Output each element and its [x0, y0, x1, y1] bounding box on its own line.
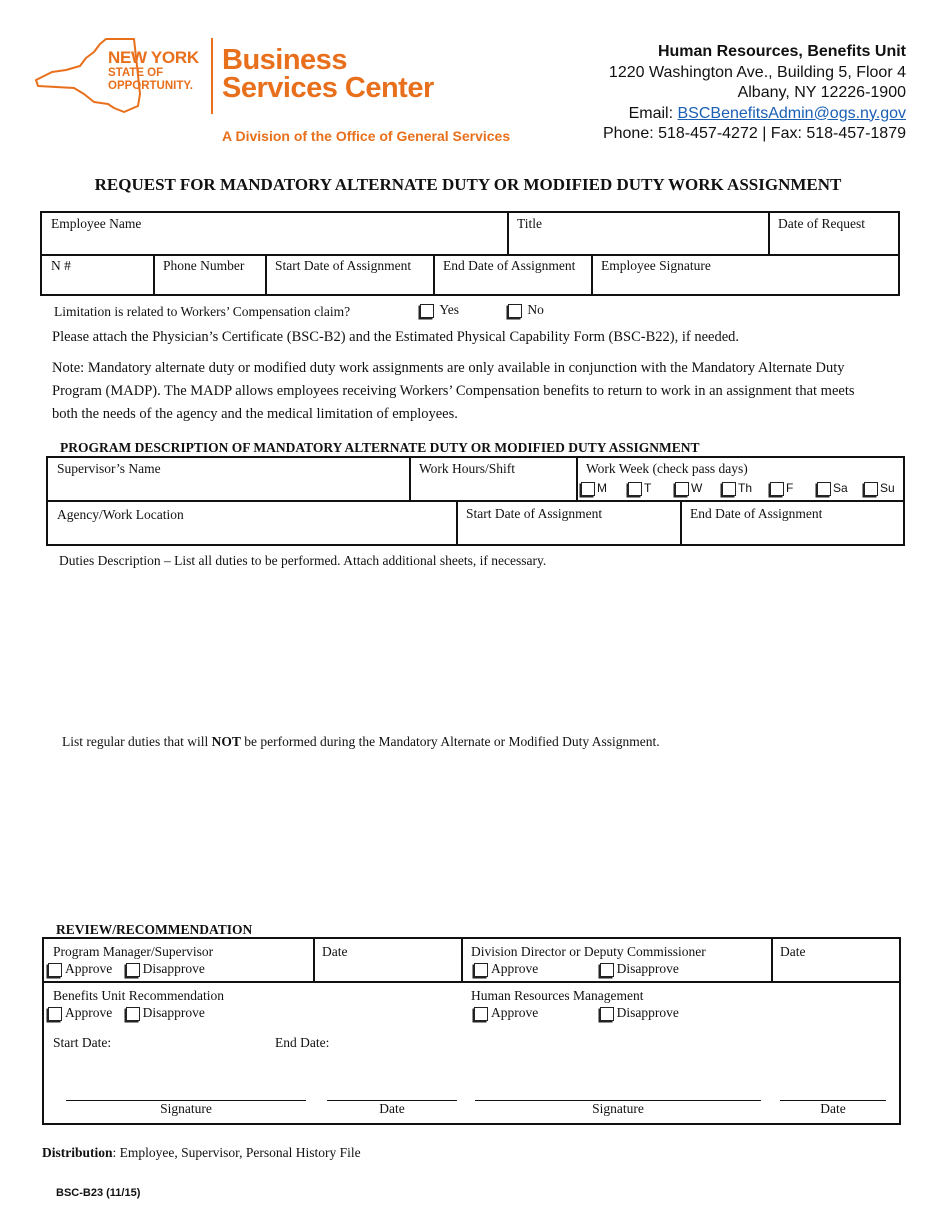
emp-end-date-field[interactable] [434, 255, 591, 295]
day-f-label: F [786, 481, 794, 495]
bu-approve-options [48, 1005, 205, 1021]
emp-start-date-field[interactable] [266, 255, 433, 295]
title-label: Title [517, 216, 543, 231]
day-t-checkbox[interactable] [628, 482, 642, 496]
review-heading: REVIEW/RECOMMENDATION [56, 922, 253, 937]
date-caption-2: Date [820, 1101, 846, 1116]
day-sa[interactable] [817, 481, 848, 496]
dd-approve-label: Approve [491, 961, 539, 976]
distribution-label: Distribution [42, 1145, 113, 1160]
day-t[interactable] [628, 481, 651, 496]
n-number-label: N # [51, 258, 71, 273]
day-t-label: T [644, 481, 652, 495]
phone-number-field[interactable] [154, 255, 265, 295]
madp-note-line2: Program (MADP). The MADP allows employees receiving Workers’ Compensation benefits to return to work in an assignment that meets [52, 383, 855, 399]
hr-management-label: Human Resources Management [471, 988, 644, 1003]
agency-location-label: Agency/Work Location [57, 507, 184, 522]
bu-approve-checkbox[interactable] [48, 1007, 62, 1021]
regular-duties-label [62, 734, 660, 750]
employee-info-box [40, 211, 900, 296]
review-end-date-field[interactable] [275, 1035, 329, 1051]
dd-disapprove-label: Disapprove [616, 961, 679, 976]
signature-caption-2: Signature [592, 1101, 644, 1116]
day-m[interactable] [581, 481, 607, 496]
division-director-label: Division Director or Deputy Commissioner [471, 944, 706, 959]
contact-block [603, 42, 906, 145]
regular-duties-after: be performed during the Mandatory Alternate or Modified Duty Assignment. [240, 734, 660, 749]
day-w-checkbox[interactable] [675, 482, 689, 496]
bu-disapprove-checkbox[interactable] [126, 1007, 140, 1021]
employee-signature-field[interactable] [592, 255, 898, 295]
email-label: Email: [628, 104, 678, 122]
division-tagline: A Division of the Office of General Services [222, 128, 511, 144]
day-sa-checkbox[interactable] [817, 482, 831, 496]
pm-approve-checkbox[interactable] [48, 963, 62, 977]
yes-label: Yes [439, 302, 460, 317]
dd-approve-checkbox[interactable] [474, 963, 488, 977]
emp-end-date-label: End Date of Assignment [443, 258, 576, 273]
day-f[interactable] [770, 481, 793, 496]
no-checkbox[interactable] [508, 304, 522, 318]
program-heading: PROGRAM DESCRIPTION OF MANDATORY ALTERNATE DUTY OR MODIFIED DUTY ASSIGNMENT [60, 440, 700, 455]
pm-approve-label: Approve [65, 961, 113, 976]
distribution-text: : Employee, Supervisor, Personal History File [112, 1145, 361, 1160]
day-m-checkbox[interactable] [581, 482, 595, 496]
regular-duties-not: NOT [211, 734, 241, 749]
pm-approve-options [48, 961, 205, 977]
day-w[interactable] [675, 481, 702, 496]
pm-date-label: Date [322, 944, 348, 959]
n-number-field[interactable] [42, 255, 153, 295]
day-th-checkbox[interactable] [722, 482, 736, 496]
madp-note-line3: both the needs of the agency and the medical limitation of employees. [52, 406, 458, 422]
distribution-line [42, 1145, 361, 1161]
employee-name-label: Employee Name [51, 216, 142, 231]
employee-signature-label: Employee Signature [601, 258, 711, 273]
review-start-date-field[interactable] [53, 1035, 111, 1051]
unit-name: Human Resources, Benefits Unit [657, 43, 906, 60]
bu-approve-label: Approve [65, 1005, 113, 1020]
email-link[interactable]: BSCBenefitsAdmin@ogs.ny.gov [677, 104, 906, 122]
bu-disapprove-label: Disapprove [142, 1005, 205, 1020]
hr-approve-label: Approve [491, 1005, 539, 1020]
hr-disapprove-checkbox[interactable] [600, 1007, 614, 1021]
phone-number-label: Phone Number [163, 258, 245, 273]
madp-note-line1: Note: Mandatory alternate duty or modified duty work assignments are only available in conjunction with the Mandatory Alternate Duty [52, 360, 845, 376]
attach-note: Please attach the Physician’s Certificate (BSC-B2) and the Estimated Physical Capability Form (BSC-B22), if needed. [52, 329, 740, 345]
supervisor-name-field[interactable] [48, 458, 409, 500]
program-manager-label: Program Manager/Supervisor [53, 944, 214, 959]
date-caption-1: Date [379, 1101, 405, 1116]
regular-duties-area[interactable] [62, 754, 902, 914]
agency-location-field[interactable] [48, 501, 456, 544]
day-sa-label: Sa [833, 481, 848, 495]
signature-caption-1: Signature [160, 1101, 212, 1116]
ny-logo-text [108, 48, 199, 93]
review-box [42, 937, 901, 1125]
pm-disapprove-checkbox[interactable] [126, 963, 140, 977]
prog-start-date-field[interactable] [457, 501, 680, 544]
form-code: BSC-B23 (11/15) [56, 1187, 141, 1199]
logo-ny-line1: NEW YORK [108, 48, 199, 67]
logo-bsc-line1: Business [222, 44, 347, 76]
work-hours-field[interactable] [410, 458, 576, 500]
prog-end-date-field[interactable] [681, 501, 903, 544]
program-box [46, 456, 905, 546]
supervisor-name-label: Supervisor’s Name [57, 461, 161, 476]
madp-note [52, 357, 855, 426]
day-w-label: W [691, 481, 703, 495]
date-of-request-field[interactable] [769, 213, 899, 254]
program-manager-cell [53, 944, 213, 960]
title-field[interactable] [508, 213, 768, 254]
day-th-label: Th [738, 481, 753, 495]
duties-description-label: Duties Description – List all duties to be performed. Attach additional sheets, if necessary. [59, 553, 547, 568]
dd-date-field[interactable] [780, 944, 890, 978]
dd-date-label: Date [780, 944, 806, 959]
day-m-label: M [597, 481, 607, 495]
day-su[interactable] [864, 481, 895, 496]
hr-approve-checkbox[interactable] [474, 1007, 488, 1021]
regular-duties-before: List regular duties that will [62, 734, 212, 749]
prog-start-date-label: Start Date of Assignment [466, 506, 603, 521]
logo-divider [211, 38, 213, 114]
day-su-label: Su [880, 481, 895, 495]
employee-name-field[interactable] [42, 213, 507, 254]
date-of-request-label: Date of Request [778, 216, 865, 231]
pm-date-field[interactable] [322, 944, 452, 978]
prog-end-date-label: End Date of Assignment [690, 506, 823, 521]
no-label: No [527, 302, 544, 317]
day-f-checkbox[interactable] [770, 482, 784, 496]
duties-description-area[interactable] [59, 572, 899, 722]
address-line1: 1220 Washington Ave., Building 5, Floor 4 [608, 63, 906, 81]
emp-start-date-label: Start Date of Assignment [275, 258, 412, 273]
workers-comp-no-option[interactable] [508, 302, 544, 318]
benefits-unit-label: Benefits Unit Recommendation [53, 988, 224, 1003]
dd-approve-options [474, 961, 679, 977]
bsc-logo-text [222, 46, 434, 102]
dd-disapprove-checkbox[interactable] [600, 963, 614, 977]
hr-approve-options [474, 1005, 679, 1021]
phone-fax: Phone: 518-457-4272 | Fax: 518-457-1879 [602, 125, 906, 142]
form-title: REQUEST FOR MANDATORY ALTERNATE DUTY OR MODIFIED DUTY WORK ASSIGNMENT [94, 175, 842, 194]
workers-comp-question: Limitation is related to Workers’ Compensation claim? [54, 304, 351, 319]
logo-bsc-line2: Services Center [222, 72, 434, 104]
hr-disapprove-label: Disapprove [616, 1005, 679, 1020]
review-start-date-label: Start Date: [53, 1035, 112, 1050]
work-week-label: Work Week (check pass days) [586, 461, 748, 476]
work-week-days [581, 481, 905, 497]
review-end-date-label: End Date: [275, 1035, 330, 1050]
logo-ny-line3: OPPORTUNITY. [108, 80, 193, 92]
address-line2: Albany, NY 12226-1900 [737, 84, 906, 101]
day-th[interactable] [722, 481, 752, 496]
logo-ny-line2: STATE OF [108, 67, 164, 79]
email-line [603, 104, 906, 125]
pm-disapprove-label: Disapprove [142, 961, 205, 976]
work-hours-label: Work Hours/Shift [419, 461, 516, 476]
yes-checkbox[interactable] [420, 304, 434, 318]
day-su-checkbox[interactable] [864, 482, 878, 496]
workers-comp-yes-option[interactable] [420, 302, 459, 318]
